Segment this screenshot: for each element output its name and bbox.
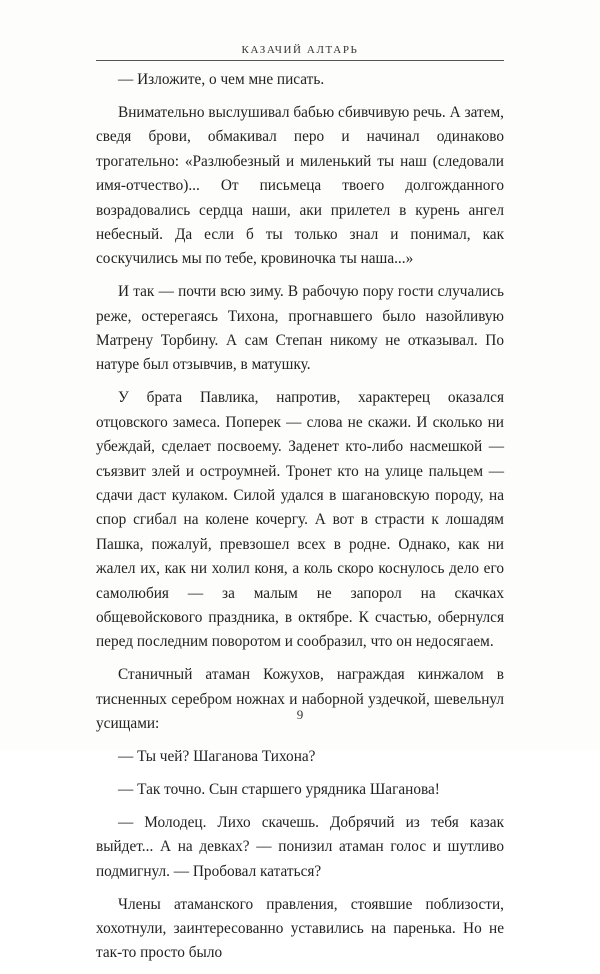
paragraph: У брата Павлика, напротив, характерец оказался отцовского замеса. Поперек — слова не скажи. И сколько ни убеждай, сделает посвоему. Заденет кто-либо насмешкой — съязвит злей и остроумней. Тронет кто на улице пальцем — сдачи даст кулаком. Силой удался в шагановскую породу, на спор сгибал на колене кочергу. А вот в страсти к лошадям Пашка, пожалуй, превзошел всех в родне. Однако, как ни жалел их, как ни холил коня, а коль скоро коснулось дело его самолюбия — за малым не запорол на скачках общевойскового праздника, в октябре. К счастью, обернулся перед последним поворотом и сообразил, что он недосягаем. xyxy=(96,389,504,651)
paragraph: — Так точно. Сын старшего урядника Шаганова! xyxy=(118,780,440,798)
paragraph: — Изложите, о чем мне писать. xyxy=(118,71,325,88)
running-title: КАЗАЧИЙ АЛТАРЬ xyxy=(241,44,359,56)
page-number: 9 xyxy=(296,707,304,722)
paragraph: Члены атаманского правления, стоявшие поблизости, хохотнули, заинтересованно уставились на паренька. Но не так-то просто было xyxy=(96,895,504,962)
header-rule xyxy=(96,60,504,61)
paragraph: — Ты чей? Шаганова Тихона? xyxy=(118,748,316,766)
paragraph: Станичный атаман Кожухов, награждая кинжалом в тисненных серебром ножнах и наборной уздечкой, шевельнул усищами: xyxy=(96,666,504,733)
paragraph: — Молодец. Лихо скачешь. Добрячий из тебя казак выйдет... А на девках? — понизил атаман голос и шутливо подмигнул. — Пробовал кататься? xyxy=(96,813,504,880)
paragraph: Внимательно выслушивал бабью сбивчивую речь. А затем, сведя брови, обмакивал перо и начинал одинаково трогательно: «Разлюбезный и миленький ты наш (следовали имя-отчество)... От письмеца твоего долгожданного возрадовались сердца наши, аки прилетел в курень ангел небесный. Да если б ты только знал и понимал, как соскучились мы по тебе, кровиночка ты наша...» xyxy=(96,103,504,268)
body-text xyxy=(96,68,504,974)
paragraph: И так — почти всю зиму. В рабочую пору гости случались реже, остерегаясь Тихона, прогнавшего было назойливую Матрену Торбину. А сам Степан никому не отказывал. По натуре был отзывчив, в матушку. xyxy=(96,283,504,374)
